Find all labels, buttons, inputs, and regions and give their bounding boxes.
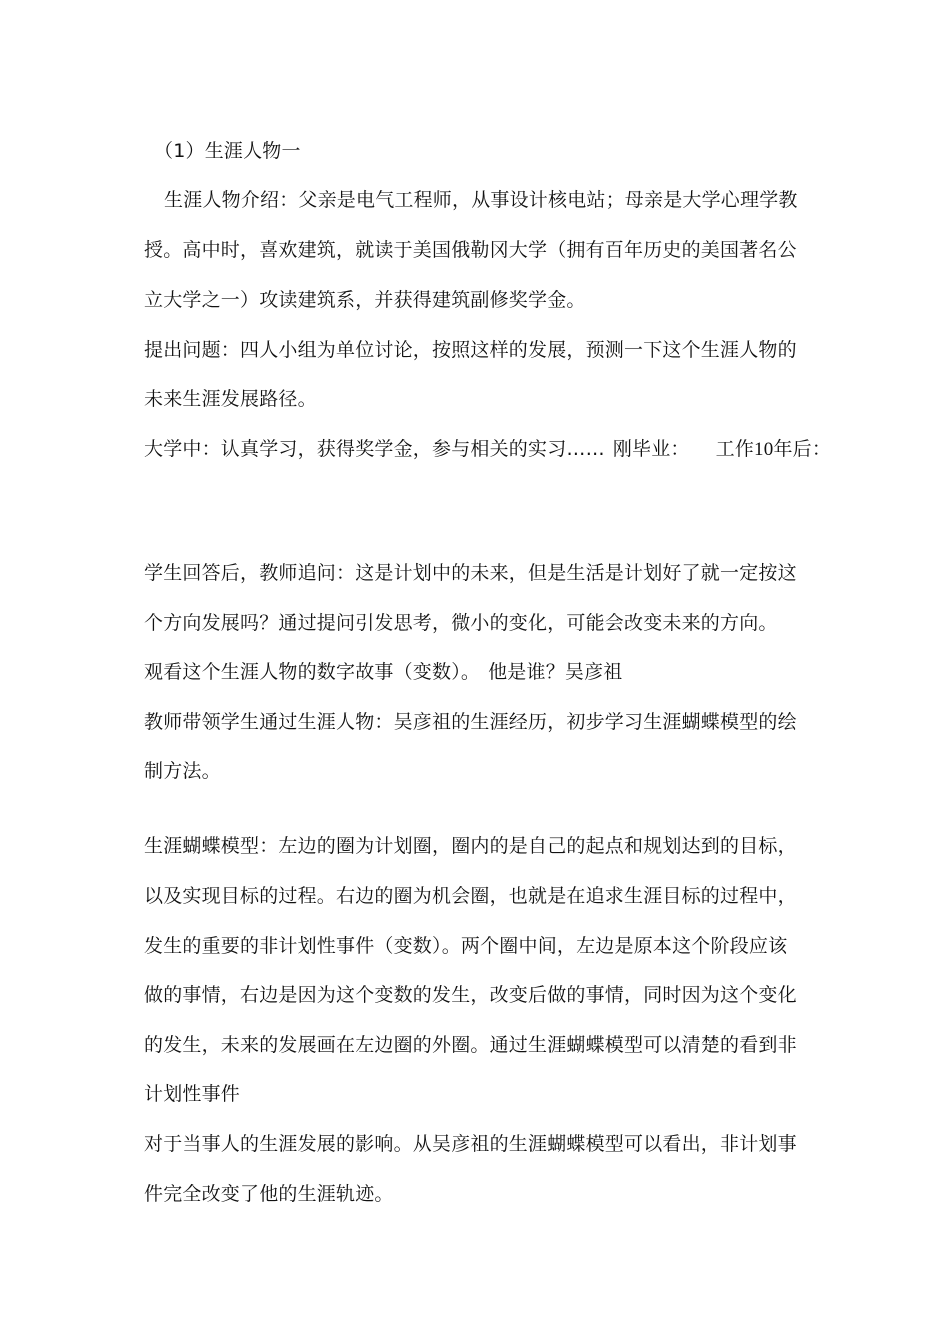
butterfly-line-5: 的发生，未来的发展画在左边圈的外圈。通过生涯蝴蝶模型可以清楚的看到非 xyxy=(144,1034,797,1056)
intro-line-1: 生涯人物介绍：父亲是电气工程师，从事设计核电站；母亲是大学心理学教 xyxy=(164,189,798,211)
timeline-university: 大学中：认真学习，获得奖学金，参与相关的实习…… xyxy=(144,438,605,460)
intro-line-2: 授。高中时，喜欢建筑，就读于美国俄勒冈大学（拥有百年历史的美国著名公 xyxy=(144,239,797,261)
timeline-work-suffix: 年后： xyxy=(773,438,832,460)
guide-line-1: 教师带领学生通过生涯人物：吴彦祖的生涯经历，初步学习生涯蝴蝶模型的绘 xyxy=(144,711,797,733)
timeline-work-prefix: 工作 xyxy=(715,438,755,460)
timeline-row xyxy=(144,436,831,463)
section-heading: （1）生涯人物一 xyxy=(154,140,301,162)
question-line-1: 提出问题：四人小组为单位讨论，按照这样的发展，预测一下这个生涯人物的 xyxy=(144,339,797,361)
watch-story-text: 观看这个生涯人物的数字故事（变数）。 xyxy=(144,661,481,683)
watch-story-who: 他是谁？吴彦祖 xyxy=(488,661,623,683)
timeline-graduate: 刚毕业： xyxy=(612,438,690,460)
butterfly-line-1: 生涯蝴蝶模型：左边的圈为计划圈，圈内的是自己的起点和规划达到的目标， xyxy=(144,835,797,857)
conclusion-line-1: 对于当事人的生涯发展的影响。从吴彦祖的生涯蝴蝶模型可以看出，非计划事 xyxy=(144,1133,797,1155)
butterfly-line-4: 做的事情，右边是因为这个变数的发生，改变后做的事情，同时因为这个变化 xyxy=(144,984,797,1006)
butterfly-line-3: 发生的重要的非计划性事件（变数）。两个圈中间，左边是原本这个阶段应该 xyxy=(144,935,788,957)
butterfly-line-2: 以及实现目标的过程。右边的圈为机会圈，也就是在追求生涯目标的过程中， xyxy=(144,885,797,907)
watch-story-line xyxy=(144,659,623,685)
conclusion-line-2: 件完全改变了他的生涯轨迹。 xyxy=(144,1183,394,1205)
butterfly-line-6: 计划性事件 xyxy=(144,1083,241,1105)
followup-line-1: 学生回答后，教师追问：这是计划中的未来，但是生活是计划好了就一定按这 xyxy=(144,562,797,584)
guide-line-2: 制方法。 xyxy=(144,760,221,782)
followup-line-2: 个方向发展吗？通过提问引发思考，微小的变化，可能会改变未来的方向。 xyxy=(144,612,778,634)
question-line-2: 未来生涯发展路径。 xyxy=(144,388,317,410)
intro-line-3: 立大学之一）攻读建筑系，并获得建筑副修奖学金。 xyxy=(144,289,586,311)
timeline-work-years: 10 xyxy=(754,439,774,460)
